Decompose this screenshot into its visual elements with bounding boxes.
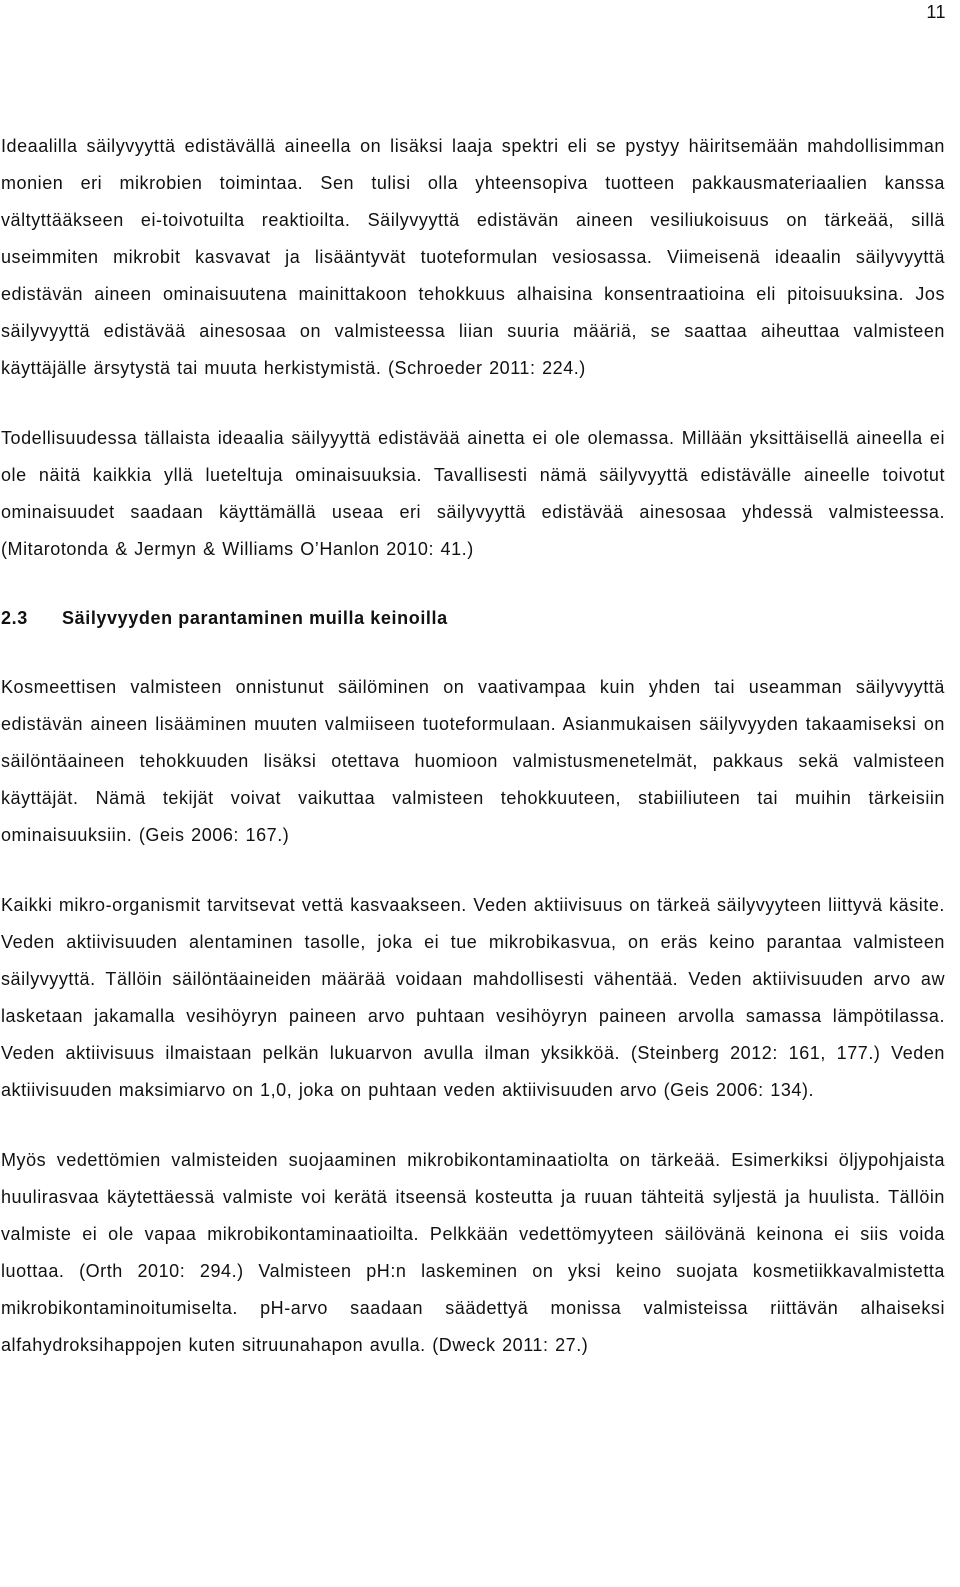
section-heading [1,600,945,637]
paragraph-ideal-preservative: Ideaalilla säilyvyyttä edistävällä aineella on lisäksi laaja spektri eli se pystyy häiritsemään mahdollisimman monien eri mikrobien toimintaa. Sen tulisi olla yhteensopiva tuotteen pakkausmateriaalien kanssa vältyttääkseen ei-toivotuilta reaktioilta. Säilyvyyttä edistävän aineen vesiliukoisuus on tärkeää, sillä useimmiten mikrobit kasvavat ja lisääntyvät tuoteformulan vesiosassa. Viimeisenä ideaalin säilyvyyttä edistävän aineen ominaisuutena mainittakoon tehokkuus alhaisina konsentraatioina eli pitoisuuksina. Jos säilyvyyttä edistävää ainesosaa on valmisteessa liian suuria määriä, se saattaa aiheuttaa valmisteen käyttäjälle ärsytystä tai muuta herkistymistä. (Schroeder 2011: 224.) [1,136,945,378]
paragraph-water-activity: Kaikki mikro-organismit tarvitsevat vettä kasvaakseen. Veden aktiivisuus on tärkeä säilyvyyteen liittyvä käsite. Veden aktiivisuuden alentaminen tasolle, joka ei tue mikrobikasvua, on eräs keino parantaa valmisteen säilyvyyttä. Tällöin säilöntäaineiden määrää voidaan mahdollisesti vähentää. Veden aktiivisuuden arvo aw lasketaan jakamalla vesihöyryn paineen arvo puhtaan vesihöyryn paineen arvolla samassa lämpötilassa. Veden aktiivisuus ilmaistaan pelkän lukuarvon avulla ilman yksikköä. (Steinberg 2012: 161, 177.) Veden aktiivisuuden maksimiarvo on 1,0, joka on puhtaan veden aktiivisuuden arvo (Geis 2006: 134). [1,895,945,1100]
section-title: Säilyvyyden parantaminen muilla keinoilla [62,608,448,628]
section-number: 2.3 [1,608,28,628]
document-body [1,128,945,1364]
paragraph-anhydrous-products: Myös vedettömien valmisteiden suojaaminen mikrobikontaminaatiolta on tärkeää. Esimerkiksi öljypohjaista huulirasvaa käytettäessä valmiste voi kerätä itseensä kosteutta ja ruuan tähteitä syljestä ja huulista. Tällöin valmiste ei ole vapaa mikrobikontaminaatioilta. Pelkkään vedettömyyteen säilövänä keinona ei siis voida luottaa. (Orth 2010: 294.) Valmisteen pH:n laskeminen on yksi keino suojata kosmetiikkavalmistetta mikrobikontaminoitumiselta. pH-arvo saadaan säädettyä monissa valmisteissa riittävän alhaiseksi alfahydroksihappojen kuten sitruunahapon avulla. (Dweck 2011: 27.) [1,1150,945,1355]
paragraph-reality: Todellisuudessa tällaista ideaalia säilyyyttä edistävää ainetta ei ole olemassa. Millään yksittäisellä aineella ei ole näitä kaikkia yllä lueteltuja ominaisuuksia. Tavallisesti nämä säilyvyyttä edistävälle aineelle toivotut ominaisuudet saadaan käyttämällä useaa eri säilyvyyttä edistävää ainesosaa yhdessä valmisteessa. (Mitarotonda & Jermyn & Williams O’Hanlon 2010: 41.) [1,428,945,559]
page-number: 11 [926,2,946,22]
paragraph-preservation-factors: Kosmeettisen valmisteen onnistunut säilöminen on vaativampaa kuin yhden tai useamman säilyvyyttä edistävän aineen lisääminen muuten valmiiseen tuoteformulaan. Asianmukaisen säilyvyyden takaamiseksi on säilöntäaineen tehokkuuden lisäksi otettava huomioon valmistusmenetelmät, pakkaus sekä valmisteen käyttäjät. Nämä tekijät voivat vaikuttaa valmisteen tehokkuuteen, stabiiliuteen tai muihin tärkeisiin ominaisuuksiin. (Geis 2006: 167.) [1,677,945,845]
